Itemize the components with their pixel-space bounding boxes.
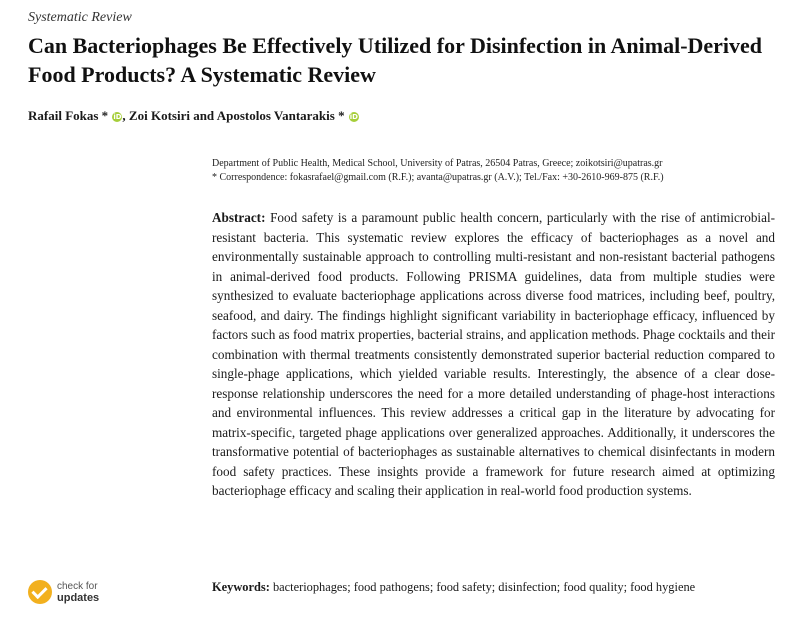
affiliation: Department of Public Health, Medical School, University of Patras, 26504 Patras, Greece; zoikotsiri@upatras.gr	[212, 158, 663, 169]
check-icon	[28, 580, 52, 604]
doc-type: Systematic Review	[28, 10, 132, 25]
author-list	[28, 108, 359, 124]
corresponding-mark: *	[98, 108, 109, 123]
check-for-updates-line2: updates	[57, 592, 100, 604]
affiliation-block	[212, 157, 782, 185]
check-for-updates-line1: check for	[57, 581, 98, 592]
keywords-text: bacteriophages; food pathogens; food safety; disinfection; food quality; food hygiene	[272, 580, 696, 594]
keywords	[212, 580, 695, 595]
correspondence: * Correspondence: fokasrafael@gmail.com (R.F.); avanta@upatras.gr (A.V.); Tel./Fax: +30-2610-969-875 (R.F.)	[212, 172, 664, 183]
orcid-icon[interactable]: iD	[349, 113, 358, 121]
check-for-updates-button[interactable]	[28, 580, 118, 610]
author-name[interactable]: Rafail Fokas	[28, 108, 99, 123]
abstract	[212, 208, 775, 501]
author-separator: , Zoi Kotsiri and	[122, 108, 217, 123]
keywords-label: Keywords:	[212, 580, 270, 594]
abstract-text: Food safety is a paramount public health concern, particularly with the rise of antimicrobial-resistant bacteria. This systematic review explores the efficacy of bacteriophages as a novel and environmentally sustainable approach to controlling multi-resistant and non-resistant bacterial pathogens in animal-derived food products. Following PRISMA guidelines, data from multiple studies were synthesized to evaluate bacteriophage applications across diverse food matrices, including beef, poultry, seafood, and dairy. The findings highlight significant variability in bacteriophage efficacy, influenced by factors such as food matrix properties, bacterial strains, and application methods. Phage cocktails and their combination with thermal treatments consistently demonstrated superior bacterial reduction compared to single-phage applications, which yielded variable results. Interestingly, the absence of a clear dose-response relationship underscores the need for a more detailed understanding of phage-host interactions and environmental influences. This review addresses a critical gap in the literature by advocating for matrix-specific, targeted phage applications over generalized approaches. Additionally, it underscores the transformative potential of bacteriophages as sustainable alternatives to chemical disinfectants in modern food safety practices. These insights provide a framework for future research aimed at optimizing bacteriophage efficacy and scaling their application in real-world food production systems.	[212, 210, 775, 498]
author-name[interactable]: Apostolos Vantarakis	[216, 108, 335, 123]
corresponding-mark: *	[334, 108, 345, 123]
abstract-label: Abstract:	[212, 210, 266, 225]
paper-title: Can Bacteriophages Be Effectively Utilized for Disinfection in Animal-Derived Food Products? A Systematic Review	[28, 33, 763, 87]
orcid-icon[interactable]: iD	[113, 113, 122, 121]
